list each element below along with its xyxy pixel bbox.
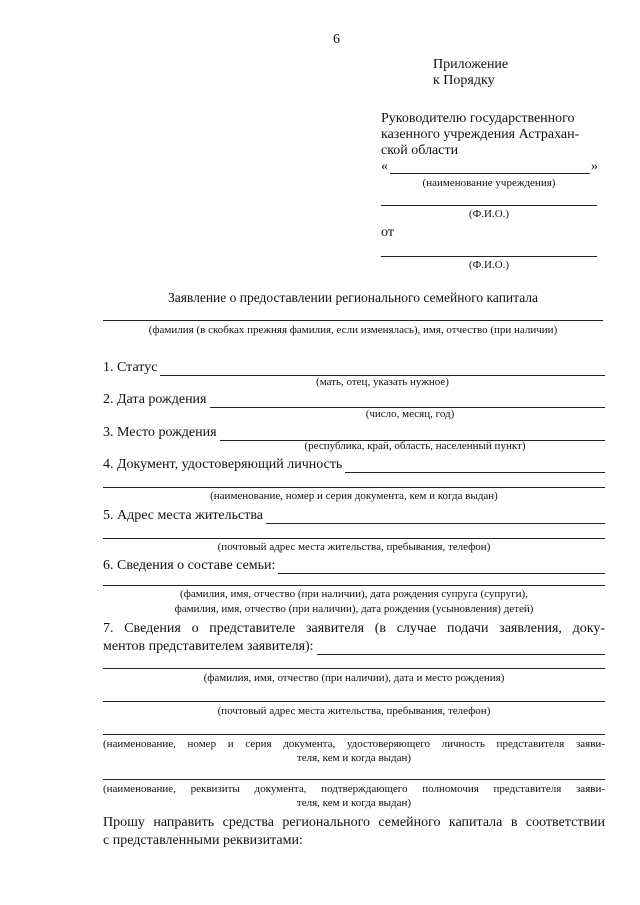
head-fio-caption: (Ф.И.О.) — [468, 208, 510, 220]
request-line-2: с представленными реквизитами: — [103, 833, 303, 848]
rep-id-doc-line[interactable] — [103, 734, 605, 735]
page-number: 6 — [333, 32, 340, 47]
rep-address-line[interactable] — [103, 701, 605, 702]
rep-input-line[interactable] — [317, 642, 605, 655]
applicant-name-line[interactable] — [103, 320, 603, 321]
birthdate-input-line[interactable] — [210, 395, 606, 408]
applicant-fio-line[interactable] — [381, 256, 597, 257]
birthdate-label: 2. Дата рождения — [103, 392, 207, 407]
field-status — [103, 359, 605, 376]
birthplace-label: 3. Место рождения — [103, 425, 217, 440]
family-label: 6. Сведения о составе семьи: — [103, 558, 276, 573]
family-input-line-2[interactable] — [103, 585, 605, 586]
applicant-name-caption: (фамилия (в скобках прежняя фамилия, если изменялась), имя, отчество (при наличии) — [148, 324, 558, 336]
family-caption-2: фамилия, имя, отчество (при наличии), дата рождения (усыновления) детей) — [174, 603, 534, 615]
request-line-1: Прошу направить средства регионального семейного капитала в соответствии — [103, 815, 605, 830]
status-label: 1. Статус — [103, 360, 158, 375]
id-doc-label: 4. Документ, удостоверяющий личность — [103, 457, 343, 472]
family-input-line[interactable] — [278, 561, 605, 574]
rep-id-doc-caption-1: (наименование, номер и серия документа, удостоверяющего личность представителя заяви- — [103, 738, 605, 750]
applicant-fio-caption: (Ф.И.О.) — [468, 259, 510, 271]
quote-open: « — [381, 159, 388, 174]
head-fio-line[interactable] — [381, 205, 597, 206]
addressee-line2: казенного учреждения Астрахан- — [381, 127, 580, 142]
addressee-line1: Руководителю государственного — [381, 111, 575, 126]
field-family — [103, 557, 605, 574]
rep-address-caption: (почтовый адрес места жительства, пребывания, телефон) — [217, 705, 491, 717]
field-id-document — [103, 456, 605, 473]
rep-line-1: 7. Сведения о представителе заявителя (в случае подачи заявления, доку- — [103, 621, 605, 636]
rep-line-2: ментов представителем заявителя): — [103, 639, 314, 654]
status-caption: (мать, отец, указать нужное) — [316, 376, 449, 388]
field-representative — [103, 638, 605, 655]
rep-name-line[interactable] — [103, 668, 605, 669]
birthdate-caption: (число, месяц, год) — [365, 408, 455, 420]
quote-close: » — [591, 159, 598, 174]
address-input-line-2[interactable] — [103, 538, 605, 539]
from-label: от — [381, 225, 394, 240]
document-title: Заявление о предоставлении регионального семейного капитала — [167, 290, 539, 305]
rep-authority-caption-1: (наименование, реквизиты документа, подтверждающего полномочия представителя заяви- — [103, 783, 605, 795]
status-input-line[interactable] — [160, 363, 605, 376]
appendix-line1: Приложение — [433, 57, 509, 72]
field-address — [103, 507, 605, 524]
family-caption-1: (фамилия, имя, отчество (при наличии), дата рождения супруга (супруги), — [180, 588, 528, 600]
addressee-line3: ской области — [381, 143, 459, 158]
rep-authority-caption-2: теля, кем и когда выдан) — [296, 797, 412, 809]
field-birthplace — [103, 424, 605, 441]
address-caption: (почтовый адрес места жительства, пребывания, телефон) — [217, 541, 491, 553]
id-doc-caption: (наименование, номер и серия документа, кем и когда выдан) — [210, 490, 498, 502]
id-doc-input-line-2[interactable] — [103, 487, 605, 488]
rep-id-doc-caption-2: теля, кем и когда выдан) — [296, 752, 412, 764]
institution-caption: (наименование учреждения) — [422, 177, 556, 189]
birthplace-caption: (республика, край, область, населенный пункт) — [304, 440, 526, 452]
address-input-line[interactable] — [266, 511, 605, 524]
field-birthdate — [103, 391, 605, 408]
rep-authority-line[interactable] — [103, 779, 605, 780]
id-doc-input-line[interactable] — [345, 460, 605, 473]
rep-name-caption: (фамилия, имя, отчество (при наличии), дата и место рождения) — [203, 672, 505, 684]
institution-name-line[interactable] — [390, 173, 590, 174]
appendix-line2: к Порядку — [433, 73, 495, 88]
address-label: 5. Адрес места жительства — [103, 508, 263, 523]
